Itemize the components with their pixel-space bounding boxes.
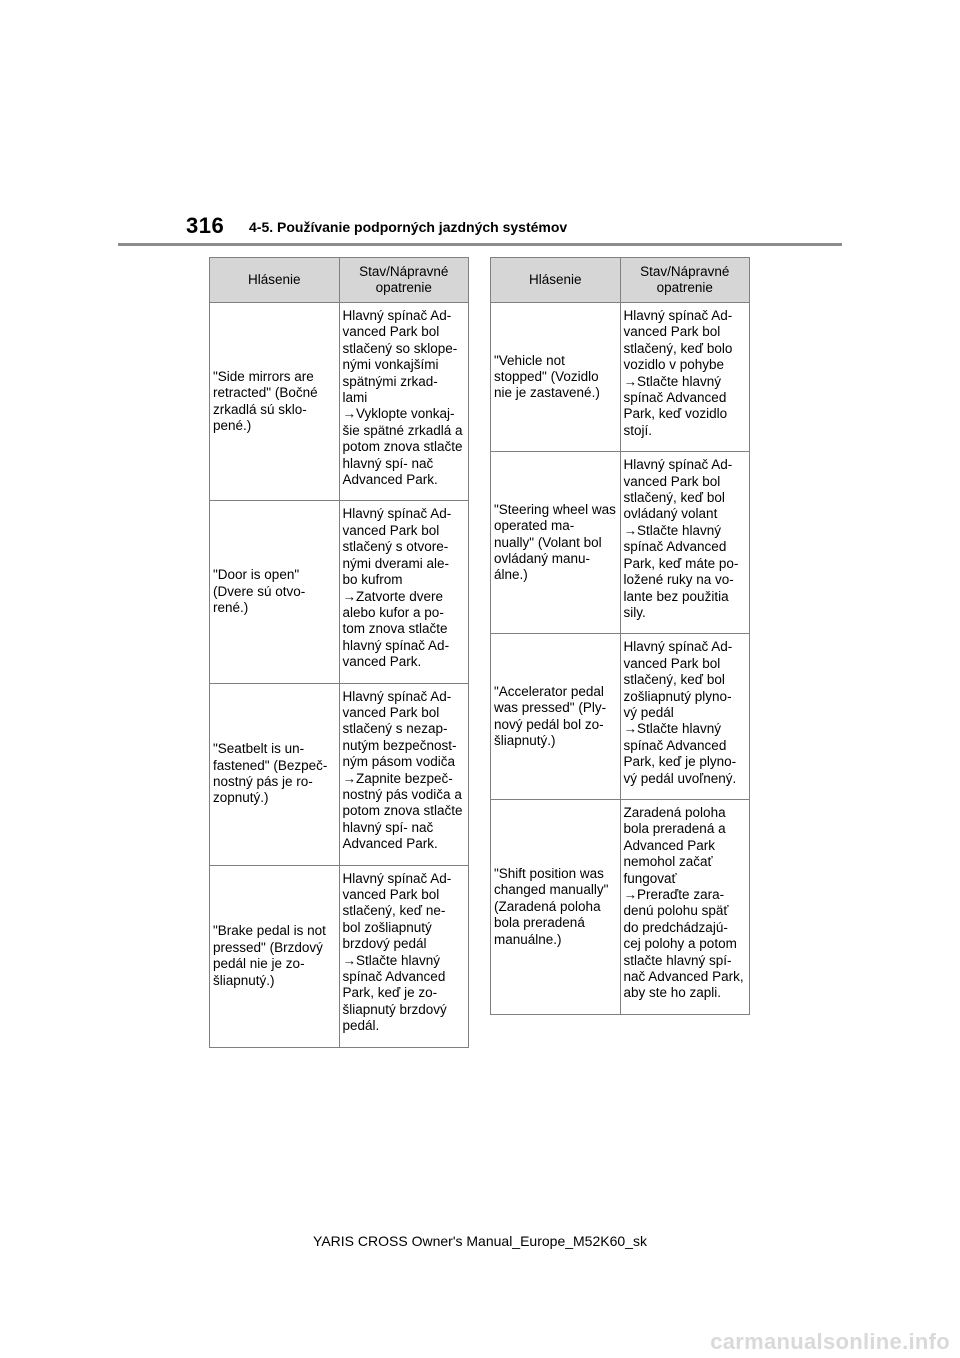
header-divider — [118, 243, 842, 246]
remedy-text: →Stlačte hlavný spínač Advanced Park, keď je plyno- vý pedál uvoľnený. — [623, 721, 737, 786]
condition-text: Hlavný spínač Ad- vanced Park bol stlačený so sklope- nými vonkajšími spätnými zrkad- lami — [342, 308, 458, 406]
action-cell — [620, 452, 750, 634]
column-header-message: Hlásenie — [210, 258, 340, 303]
remedy-text: →Stlačte hlavný spínač Advanced Park, keď je zo- šliapnutý brzdový pedál. — [342, 952, 447, 1034]
table-header-row — [210, 258, 469, 303]
condition-text: Hlavný spínač Ad- vanced Park bol stlačený, keď bolo vozidlo v pohybe — [623, 308, 733, 373]
table-row — [491, 452, 750, 634]
message-cell: "Side mirrors are retracted" (Bočné zrkadlá sú sklo- pené.) — [210, 303, 340, 501]
table-row — [491, 799, 750, 1014]
message-table-right — [490, 257, 750, 1015]
message-cell: "Vehicle not stopped" (Vozidlo nie je zastavené.) — [491, 303, 621, 452]
remedy-text: →Stlačte hlavný spínač Advanced Park, keď vozidlo stojí. — [623, 373, 728, 438]
message-cell: "Shift position was changed manually" (Zaradená poloha bola preradená manuálne.) — [491, 799, 621, 1014]
action-cell — [339, 501, 469, 683]
message-cell: "Seatbelt is un- fastened" (Bezpeč- nostný pás je ro- zopnutý.) — [210, 683, 340, 865]
action-cell — [339, 303, 469, 501]
remedy-text: →Zapnite bezpeč- nostný pás vodiča a potom znova stlačte hlavný spí- nač Advanced Park. — [342, 770, 463, 852]
message-cell: "Steering wheel was operated ma- nually" (Volant bol ovládaný manu- álne.) — [491, 452, 621, 634]
footer-manual-title: YARIS CROSS Owner's Manual_Europe_M52K60_sk — [313, 1233, 647, 1249]
table-row — [491, 303, 750, 452]
action-cell — [339, 865, 469, 1047]
remedy-text: →Zatvorte dvere alebo kufor a po- tom znova stlačte hlavný spínač Ad- vanced Park. — [342, 588, 450, 670]
action-cell — [620, 799, 750, 1014]
condition-text: Hlavný spínač Ad- vanced Park bol stlačený, keď ne- bol zošliapnutý brzdový pedál — [342, 870, 452, 952]
message-cell: "Accelerator pedal was pressed" (Ply- nový pedál bol zo- šliapnutý.) — [491, 634, 621, 800]
remedy-text: →Preraďte zara- denú polohu späť do predchádzajú- cej polohy a potom stlačte hlavný spí- nač Advanced Park, aby ste ho zapli. — [623, 887, 744, 1001]
table-row — [491, 634, 750, 800]
remedy-text: →Vyklopte vonkaj- šie spätné zrkadlá a potom znova stlačte hlavný spí- nač Advanced Park. — [342, 406, 463, 488]
condition-text: Hlavný spínač Ad- vanced Park bol stlačený, keď bol zošliapnutý plyno- vý pedál — [623, 639, 733, 720]
watermark[interactable]: carmanualsonline.info — [710, 1329, 950, 1354]
table-row — [210, 303, 469, 501]
message-cell: "Door is open" (Dvere sú otvo- rené.) — [210, 501, 340, 683]
condition-text: Hlavný spínač Ad- vanced Park bol stlačený s otvore- nými dverami ale- bo kufrom — [342, 506, 452, 588]
table-row — [210, 501, 469, 683]
condition-text: Hlavný spínač Ad- vanced Park bol stlačený, keď bol ovládaný volant — [623, 457, 733, 522]
action-cell — [339, 683, 469, 865]
message-cell: "Brake pedal is not pressed" (Brzdový pedál nie je zo- šliapnutý.) — [210, 865, 340, 1047]
message-table-left — [209, 257, 469, 1048]
action-cell — [620, 303, 750, 452]
column-header-message: Hlásenie — [491, 258, 621, 303]
column-header-action: Stav/Nápravné opatrenie — [620, 258, 750, 303]
table-row — [210, 865, 469, 1047]
table-header-row — [491, 258, 750, 303]
condition-text: Zaradená poloha bola preradená a Advanced Park nemohol začať fungovať — [623, 804, 726, 886]
action-cell — [620, 634, 750, 800]
page-number: 316 — [186, 213, 225, 238]
table-row — [210, 683, 469, 865]
condition-text: Hlavný spínač Ad- vanced Park bol stlačený s nezap- nutým bezpečnost- ným pásom vodiča — [342, 688, 457, 770]
column-header-action: Stav/Nápravné opatrenie — [339, 258, 469, 303]
remedy-text: →Stlačte hlavný spínač Advanced Park, keď máte po- ložené ruky na vo- lante bez použitia sily. — [623, 522, 739, 620]
section-title: 4-5. Používanie podporných jazdných systémov — [249, 219, 568, 235]
